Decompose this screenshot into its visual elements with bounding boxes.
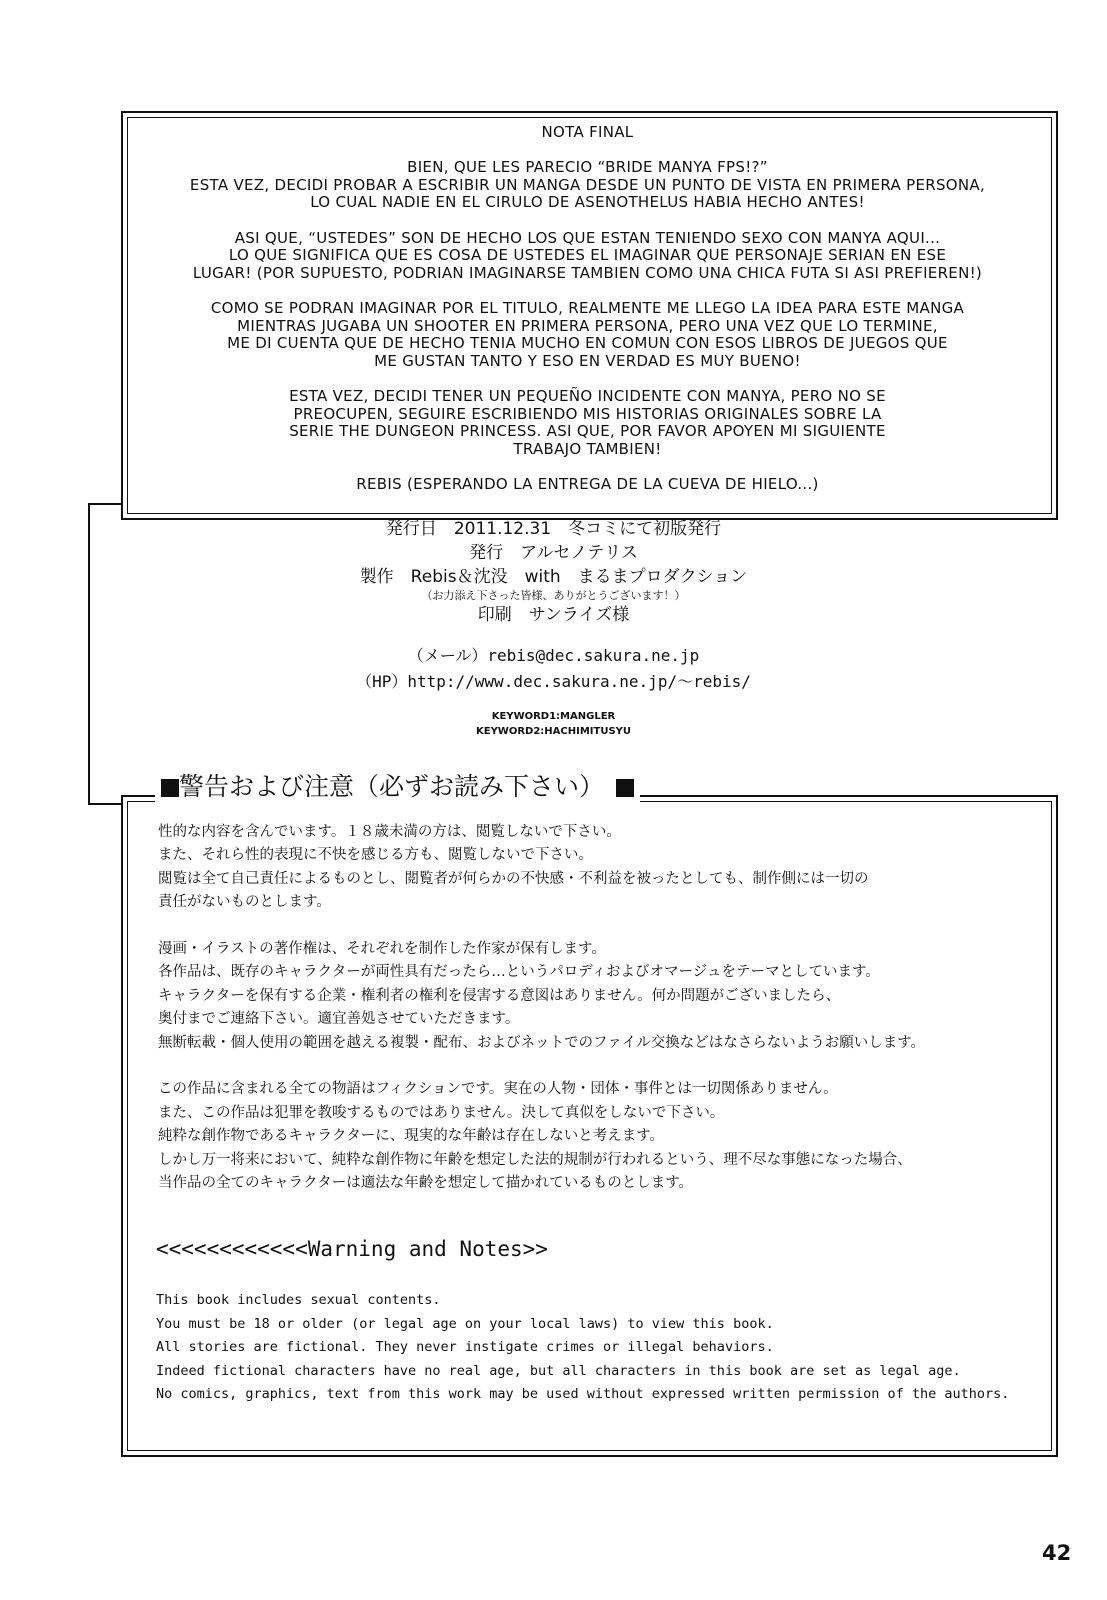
english-warning-line: No comics, graphics, text from this work may be used without expressed written permission of the authors. <box>156 1386 1010 1402</box>
note-line: ASI QUE, “USTEDES” SON DE HECHO LOS QUE ESTAN TENIENDO SEXO CON MANYA AQUI... <box>234 228 941 247</box>
note-line: BIEN, QUE LES PARECIO “BRIDE MANYA FPS!?” <box>407 158 768 177</box>
warning-line: しかし万一将来において、純粋な創作物に年齢を想定した法的規制が行われるという、理不尽な事態になった場合、 <box>158 1151 912 1168</box>
note-signature: REBIS (ESPERANDO LA ENTREGA DE LA CUEVA DE HIELO...) <box>356 474 819 493</box>
thanks-note: （お力添え下さった皆様、ありがとうございます！） <box>421 589 686 602</box>
note-line: ME DI CUENTA QUE DE HECHO TENIA MUCHO EN COMUN CON ESOS LIBROS DE JUEGOS QUE <box>227 334 948 353</box>
page-number: 42 <box>1042 1541 1072 1565</box>
warning-line: 無断転載・個人使用の範囲を越える複製・配布、およびネットでのファイル交換などはなさらないようお願いします。 <box>158 1034 926 1051</box>
warning-line: キャラクターを保有する企業・権利者の権利を侵害する意図はありません。何か問題がございましたら、 <box>158 987 841 1004</box>
homepage-url: （HP）http://www.dec.sakura.ne.jp/～rebis/ <box>356 672 751 691</box>
connector-line-bottom <box>88 803 123 805</box>
warning-title <box>155 766 640 808</box>
black-square-icon <box>161 779 179 797</box>
english-warning <box>156 1289 1036 1407</box>
warning-line: 責任がないものとします。 <box>158 894 331 911</box>
note-line: PREOCUPEN, SEGUIRE ESCRIBIENDO MIS HISTORIAS ORIGINALES SOBRE LA <box>293 404 882 423</box>
keyword-2: KEYWORD2:HACHIMITUSYU <box>475 726 632 737</box>
warning-line: この作品に含まれる全ての物語はフィクションです。実在の人物・団体・事件とは一切関係ありません。 <box>158 1081 838 1098</box>
contact-email: （メール）rebis@dec.sakura.ne.jp <box>407 646 700 665</box>
publisher: 発行 アルセノテリス <box>469 543 638 563</box>
keyword-1: KEYWORD1:MANGLER <box>491 711 616 722</box>
warning-line: 奥付までご連絡下さい。適宜善処させていただきます。 <box>158 1011 520 1028</box>
connector-line-top <box>88 503 123 505</box>
colophon <box>0 517 1107 739</box>
warning-line: 当作品の全てのキャラクターは適法な年齢を想定して描かれているものとします。 <box>158 1175 694 1192</box>
printer-credit: 印刷 サンライズ様 <box>477 605 630 625</box>
note-line: LUGAR! (POR SUPUESTO, PODRIAN IMAGINARSE TAMBIEN COMO UNA CHICA FUTA SI ASI PREFIEREN!) <box>192 263 983 282</box>
warning-line: 漫画・イラストの著作権は、それぞれを制作した作家が保有します。 <box>158 941 606 958</box>
note-line: LO CUAL NADIE EN EL CIRULO DE ASENOTHELUS HABIA HECHO ANTES! <box>310 193 865 212</box>
english-warning-line: You must be 18 or older (or legal age on your local laws) to view this book. <box>156 1315 774 1332</box>
warning-line: また、それら性的表現に不快を感じる方も、閲覧しないで下さい。 <box>158 847 593 864</box>
warning-line: 各作品は、既存のキャラクターが両性具有だったら…というパロディおよびオマージュをテーマとしています。 <box>158 964 880 981</box>
english-warning-line: All stories are fictional. They never instigate crimes or illegal behaviors. <box>156 1339 774 1355</box>
english-warning-line: Indeed fictional characters have no real age, but all characters in this book are set as legal age. <box>156 1362 961 1379</box>
warning-line: 性的な内容を含んでいます。１８歳未満の方は、閲覧しないで下さい。 <box>158 824 621 840</box>
note-line: ESTA VEZ, DECIDI TENER UN PEQUEÑO INCIDENTE CON MANYA, PERO NO SE <box>289 386 886 405</box>
note-heading: NOTA FINAL <box>541 123 634 141</box>
note-line: TRABAJO TAMBIEN! <box>513 439 662 458</box>
japanese-warning <box>158 821 1038 1219</box>
final-note <box>135 124 1040 493</box>
black-square-icon <box>616 779 634 797</box>
note-line: MIENTRAS JUGABA UN SHOOTER EN PRIMERA PERSONA, PERO UNA VEZ QUE LO TERMINE, <box>237 316 938 335</box>
note-line: LO QUE SIGNIFICA QUE ES COSA DE USTEDES EL IMAGINAR QUE PERSONAJE SERIAN EN ESE <box>228 246 947 265</box>
warning-line: また、この作品は犯罪を教唆するものではありません。決して真似をしないで下さい。 <box>158 1104 725 1121</box>
production-credit: 製作 Rebis＆沈没 with まるまプロダクション <box>359 567 748 587</box>
warning-line: 閲覧は全て自己責任によるものとし、閲覧者が何らかの不快感・不利益を被ったとしても、制作側には一切の <box>158 870 869 887</box>
english-warning-title: <<<<<<<<<<<<Warning and Notes>> <box>156 1237 548 1261</box>
note-line: COMO SE PODRAN IMAGINAR POR EL TITULO, REALMENTE ME LLEGO LA IDEA PARA ESTE MANGA <box>210 298 965 317</box>
note-line: ESTA VEZ, DECIDI PROBAR A ESCRIBIR UN MANGA DESDE UN PUNTO DE VISTA EN PRIMERA PERSONA, <box>189 175 986 194</box>
note-line: SERIE THE DUNGEON PRINCESS. ASI QUE, POR FAVOR APOYEN MI SIGUIENTE <box>289 422 886 441</box>
note-line: ME GUSTAN TANTO Y ESO EN VERDAD ES MUY BUENO! <box>374 351 801 370</box>
english-warning-line: This book includes sexual contents. <box>156 1292 441 1308</box>
warning-line: 純粋な創作物であるキャラクターに、現実的な年齢は存在しないと考えます。 <box>158 1128 665 1145</box>
warning-title-text: 警告および注意（必ずお読み下さい） <box>179 772 605 801</box>
publication-date: 発行日 2011.12.31 冬コミにて初版発行 <box>385 519 722 539</box>
